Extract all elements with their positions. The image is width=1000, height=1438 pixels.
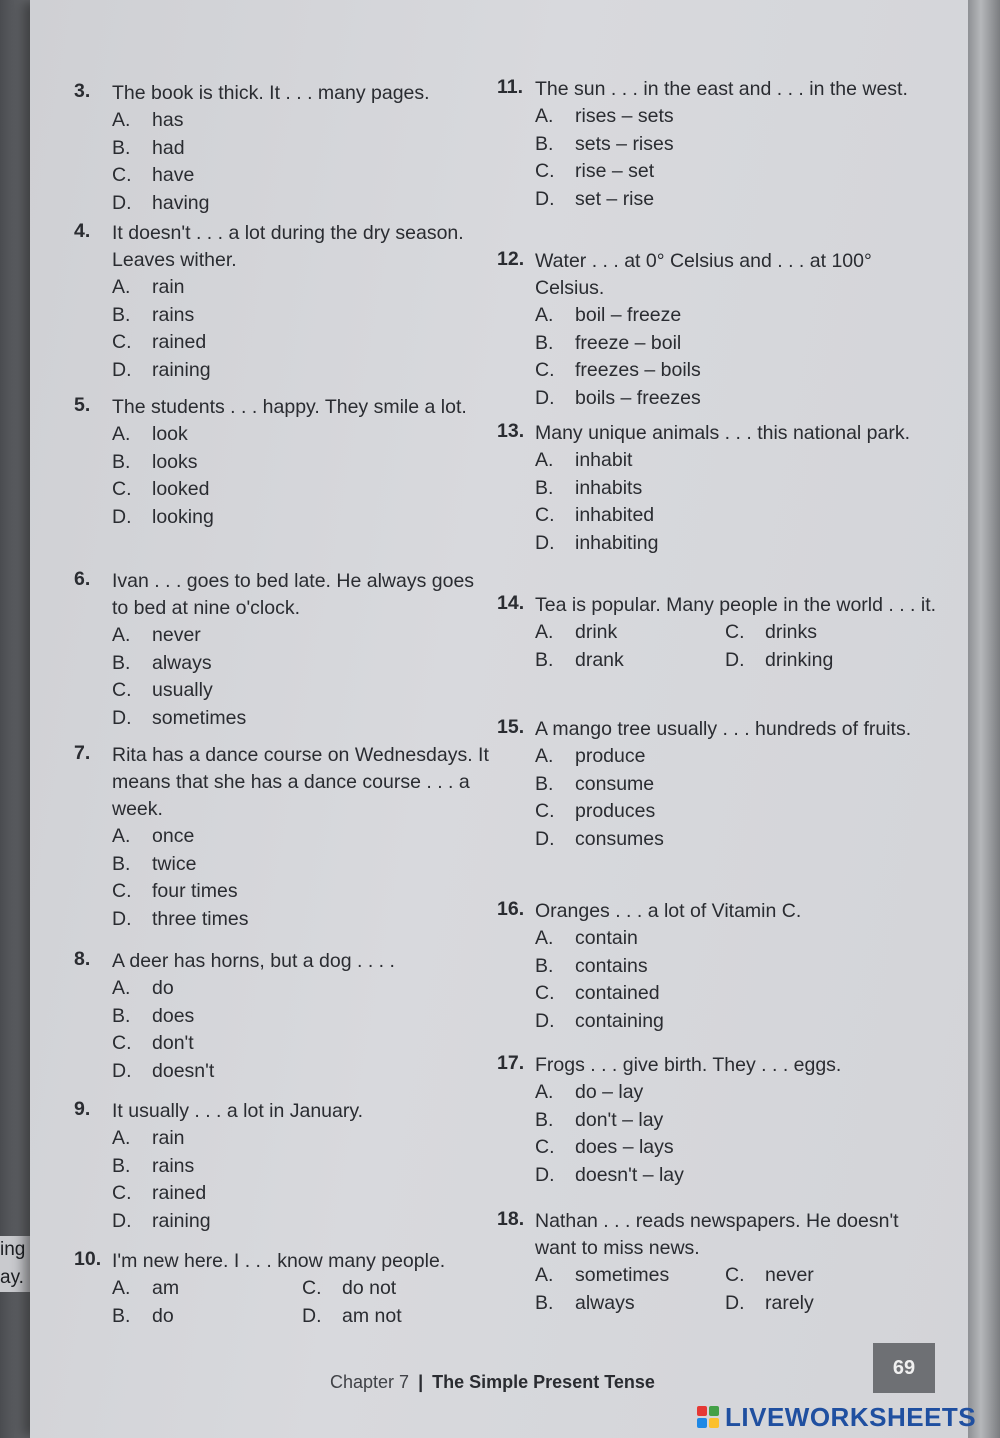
option-text: once [152,825,195,847]
option-letter: C. [725,1264,745,1286]
question-number: 7. [74,742,91,764]
option-text: look [152,423,188,445]
option-letter: D. [112,505,132,528]
option-letter: D. [535,531,555,554]
answer-option[interactable] [302,1303,492,1331]
option-letter: C. [302,1277,322,1299]
answer-options [112,823,494,933]
option-letter: D. [112,1209,132,1232]
option-letter: A. [535,621,554,643]
question-text: A deer has horns, but a dog . . . . [112,950,395,972]
answer-options [535,743,937,853]
option-text: don't [152,1032,194,1054]
answer-option[interactable] [535,980,937,1008]
answer-options [112,421,494,531]
answer-options [535,619,937,674]
question-3 [74,80,494,217]
answer-option[interactable] [112,1275,302,1303]
option-letter: C. [112,164,132,186]
answer-option[interactable] [725,619,915,647]
answer-option[interactable] [535,1107,937,1135]
answer-option[interactable] [112,302,494,330]
question-11 [497,76,937,213]
answer-option[interactable] [535,1008,937,1036]
option-text: drink [575,621,618,643]
question-number: 16. [497,898,525,920]
adjacent-page-line: ay. [0,1267,24,1288]
option-text: boils – freezes [575,386,701,409]
answer-option[interactable] [535,475,937,503]
option-text: don't – lay [575,1108,664,1131]
option-letter: D. [725,648,745,671]
option-letter: B. [535,132,554,155]
option-text: drinking [765,648,834,671]
option-letter: D. [535,187,555,210]
answer-option[interactable] [535,953,937,981]
logo-square-icon [697,1418,707,1428]
answer-option[interactable] [535,502,937,530]
answer-options [112,107,494,217]
question-13 [497,420,937,557]
answer-option[interactable] [112,1180,494,1208]
option-text: four times [152,880,238,902]
adjacent-page-line: ing [0,1239,26,1260]
answer-option[interactable] [112,1153,494,1181]
option-text: always [152,651,212,674]
logo-square-icon [709,1406,719,1416]
option-text: has [152,109,184,131]
question-text: Oranges . . . a lot of Vitamin C. [535,900,802,922]
question-text: Water . . . at 0° Celsius and . . . at 100° Celsius. [535,250,872,299]
answer-options [535,302,937,412]
question-number: 11. [497,76,524,98]
answer-option[interactable] [725,647,915,675]
answer-option[interactable] [535,1162,937,1190]
question-text: I'm new here. I . . . know many people. [112,1250,446,1272]
option-letter: B. [535,954,554,977]
watermark-text: LIVEWORKSHEETS [725,1401,977,1432]
answer-option[interactable] [535,743,937,771]
option-text: raining [152,358,211,381]
option-text: do – lay [575,1081,644,1103]
option-text: consume [575,772,655,795]
option-text: had [152,136,185,159]
option-letter: A. [112,624,131,646]
question-text: The book is thick. It . . . many pages. [112,82,430,104]
option-text: consumes [575,827,664,850]
question-text: The sun . . . in the east and . . . in the west. [535,78,908,100]
option-letter: A. [112,423,131,445]
question-17 [497,1052,937,1189]
option-text: containing [575,1009,664,1032]
option-letter: B. [112,136,131,159]
option-text: rain [152,1127,185,1149]
answer-option[interactable] [112,1208,494,1236]
answer-option[interactable] [535,103,937,131]
option-letter: A. [112,1127,131,1149]
option-text: inhabit [575,449,633,471]
option-letter: B. [112,1004,131,1027]
option-letter: A. [112,276,131,298]
option-text: rises – sets [575,105,674,127]
watermark [697,1400,976,1434]
answer-option[interactable] [112,1125,494,1153]
option-letter: B. [535,476,554,499]
option-text: boil – freeze [575,304,682,326]
answer-option[interactable] [112,504,494,532]
answer-option[interactable] [112,107,494,135]
option-text: rains [152,1154,195,1177]
option-text: rained [152,331,207,353]
question-text: Frogs . . . give birth. They . . . eggs. [535,1054,842,1076]
option-letter: D. [535,1163,555,1186]
option-letter: B. [112,1154,131,1177]
answer-option[interactable] [302,1275,492,1303]
answer-option[interactable] [535,302,937,330]
option-text: freeze – boil [575,331,682,354]
answer-option[interactable] [535,530,937,558]
question-8 [74,948,494,1085]
option-text: produce [575,745,646,767]
option-text: rise – set [575,160,655,182]
answer-option[interactable] [112,421,494,449]
answer-options [112,274,494,384]
answer-option[interactable] [112,650,494,678]
adjacent-page-edge [0,0,30,1438]
answer-options [535,1262,937,1317]
question-5 [74,394,494,531]
option-text: rained [152,1182,207,1204]
answer-option[interactable] [725,1262,915,1290]
answer-option[interactable] [112,162,494,190]
question-number: 13. [497,420,525,442]
answer-options [535,925,937,1035]
option-letter: D. [535,1009,555,1032]
question-number: 6. [74,568,91,590]
answer-options [112,1275,494,1330]
question-text: Nathan . . . reads newspapers. He doesn't want to miss news. [535,1210,899,1259]
option-letter: A. [112,109,131,131]
footer-title: The Simple Present Tense [432,1372,655,1392]
option-text: freezes – boils [575,359,701,381]
answer-options [112,975,494,1085]
question-text: Tea is popular. Many people in the world . . . it. [535,594,937,616]
option-text: rain [152,276,185,298]
answer-option[interactable] [535,771,937,799]
answer-option[interactable] [535,826,937,854]
logo-square-icon [709,1418,719,1428]
answer-option[interactable] [112,851,494,879]
question-text: Rita has a dance course on Wednesdays. It means that she has a dance course . . . a week. [112,744,489,820]
option-letter: B. [112,852,131,875]
answer-option[interactable] [112,975,494,1003]
question-number: 17. [497,1052,525,1074]
question-number: 12. [497,248,525,270]
answer-option[interactable] [112,329,494,357]
option-letter: A. [535,1081,554,1103]
answer-option[interactable] [535,1134,937,1162]
page-number: 69 [892,1356,916,1379]
question-text: A mango tree usually . . . hundreds of fruits. [535,718,912,740]
option-letter: B. [112,1304,131,1327]
answer-option[interactable] [535,647,725,675]
question-16 [497,898,937,1035]
answer-options [535,103,937,213]
option-text: drinks [765,621,818,643]
answer-options [112,622,494,732]
option-letter: A. [535,449,554,471]
answer-option[interactable] [535,1290,725,1318]
liveworksheets-logo-icon [697,1406,719,1428]
option-text: produces [575,800,656,822]
option-letter: D. [725,1291,745,1314]
option-text: have [152,164,195,186]
option-letter: D. [302,1304,322,1327]
page-number-box [873,1343,935,1393]
option-letter: C. [112,1182,132,1204]
option-letter: A. [112,977,131,999]
question-18 [497,1208,937,1317]
answer-option[interactable] [725,1290,915,1318]
answer-option[interactable] [535,131,937,159]
option-text: do [152,977,174,999]
answer-option[interactable] [535,158,937,186]
answer-option[interactable] [535,1262,725,1290]
option-text: rains [152,303,195,326]
question-number: 8. [74,948,91,970]
option-text: sets – rises [575,132,674,155]
answer-option[interactable] [112,449,494,477]
option-text: having [152,191,210,214]
question-text: The students . . . happy. They smile a lot. [112,396,467,418]
option-text: does [152,1004,195,1027]
question-text: It doesn't . . . a lot during the dry season. Leaves wither. [112,222,464,271]
answer-option[interactable] [535,186,937,214]
footer-chapter: Chapter 7 [330,1372,410,1392]
answer-option[interactable] [112,1030,494,1058]
option-letter: C. [535,982,555,1004]
option-letter: C. [535,160,555,182]
option-letter: D. [535,827,555,850]
option-letter: D. [112,907,132,930]
question-9 [74,1098,494,1235]
answer-option[interactable] [112,906,494,934]
option-text: do [152,1304,174,1327]
answer-options [535,447,937,557]
answer-option[interactable] [535,357,937,385]
option-letter: B. [535,1108,554,1131]
option-text: contained [575,982,660,1004]
option-letter: C. [535,800,555,822]
option-letter: A. [535,1264,554,1286]
answer-option[interactable] [112,1303,302,1331]
option-text: always [575,1291,635,1314]
question-4 [74,220,494,384]
option-text: doesn't [152,1059,215,1082]
option-letter: B. [535,772,554,795]
option-text: usually [152,679,213,701]
option-letter: C. [112,331,132,353]
option-letter: C. [112,679,132,701]
option-letter: A. [535,105,554,127]
question-6 [74,568,494,732]
option-letter: C. [535,504,555,526]
answer-option[interactable] [535,619,725,647]
question-15 [497,716,937,853]
option-text: inhabiting [575,531,659,554]
option-text: set – rise [575,187,655,210]
answer-option[interactable] [535,447,937,475]
option-letter: B. [112,450,131,473]
answer-option[interactable] [112,705,494,733]
option-letter: B. [535,1291,554,1314]
option-text: never [152,624,201,646]
question-number: 4. [74,220,91,242]
answer-option[interactable] [112,823,494,851]
option-text: sometimes [575,1264,670,1286]
answer-option[interactable] [535,1079,937,1107]
option-text: looks [152,450,198,473]
answer-options [112,1125,494,1235]
option-letter: C. [725,621,745,643]
option-text: drank [575,648,624,671]
answer-option[interactable] [112,878,494,906]
answer-option[interactable] [112,622,494,650]
option-text: twice [152,852,197,875]
option-letter: D. [112,358,132,381]
question-12 [497,248,937,412]
question-number: 3. [74,80,91,102]
option-text: doesn't – lay [575,1163,684,1186]
question-text: Ivan . . . goes to bed late. He always goes to bed at nine o'clock. [112,570,475,619]
option-text: sometimes [152,706,247,729]
question-text: Many unique animals . . . this national park. [535,422,911,444]
option-text: contain [575,927,638,949]
option-letter: B. [535,331,554,354]
answer-option[interactable] [535,330,937,358]
answer-option[interactable] [535,798,937,826]
option-letter: C. [112,478,132,500]
answer-option[interactable] [112,357,494,385]
question-7 [74,742,494,933]
answer-option[interactable] [112,135,494,163]
question-number: 15. [497,716,525,738]
option-text: inhabits [575,476,643,499]
question-number: 5. [74,394,91,416]
footer-separator: | [418,1372,424,1392]
option-letter: D. [535,386,555,409]
option-letter: D. [112,706,132,729]
option-text: do not [342,1277,397,1299]
option-text: three times [152,907,249,930]
answer-option[interactable] [112,476,494,504]
option-text: am [152,1277,180,1299]
option-text: contains [575,954,648,977]
option-letter: C. [535,1136,555,1158]
question-number: 18. [497,1208,525,1230]
option-letter: B. [112,303,131,326]
option-letter: A. [535,304,554,326]
answer-option[interactable] [112,677,494,705]
option-letter: A. [535,745,554,767]
option-letter: A. [535,927,554,949]
question-10 [74,1248,494,1330]
answer-option[interactable] [535,385,937,413]
option-text: rarely [765,1291,814,1314]
logo-square-icon [697,1406,707,1416]
question-14 [497,592,937,674]
option-letter: C. [535,359,555,381]
question-text: It usually . . . a lot in January. [112,1100,364,1122]
answer-option[interactable] [112,190,494,218]
option-letter: A. [112,1277,131,1299]
answer-option[interactable] [535,925,937,953]
option-letter: C. [112,880,132,902]
adjacent-page-text [0,1236,30,1292]
option-letter: C. [112,1032,132,1054]
option-text: raining [152,1209,211,1232]
option-letter: D. [112,1059,132,1082]
page-footer [330,1372,655,1393]
option-text: looking [152,505,214,528]
option-letter: B. [112,651,131,674]
answer-option[interactable] [112,1058,494,1086]
option-letter: A. [112,825,131,847]
option-text: am not [342,1304,402,1327]
answer-option[interactable] [112,1003,494,1031]
page-stack-edge [968,0,1000,1438]
question-number: 10. [74,1248,102,1270]
option-text: inhabited [575,504,655,526]
answer-options [535,1079,937,1189]
option-letter: B. [535,648,554,671]
question-number: 9. [74,1098,91,1120]
option-text: does – lays [575,1136,674,1158]
option-text: looked [152,478,210,500]
answer-option[interactable] [112,274,494,302]
option-letter: D. [112,191,132,214]
question-number: 14. [497,592,525,614]
option-text: never [765,1264,814,1286]
